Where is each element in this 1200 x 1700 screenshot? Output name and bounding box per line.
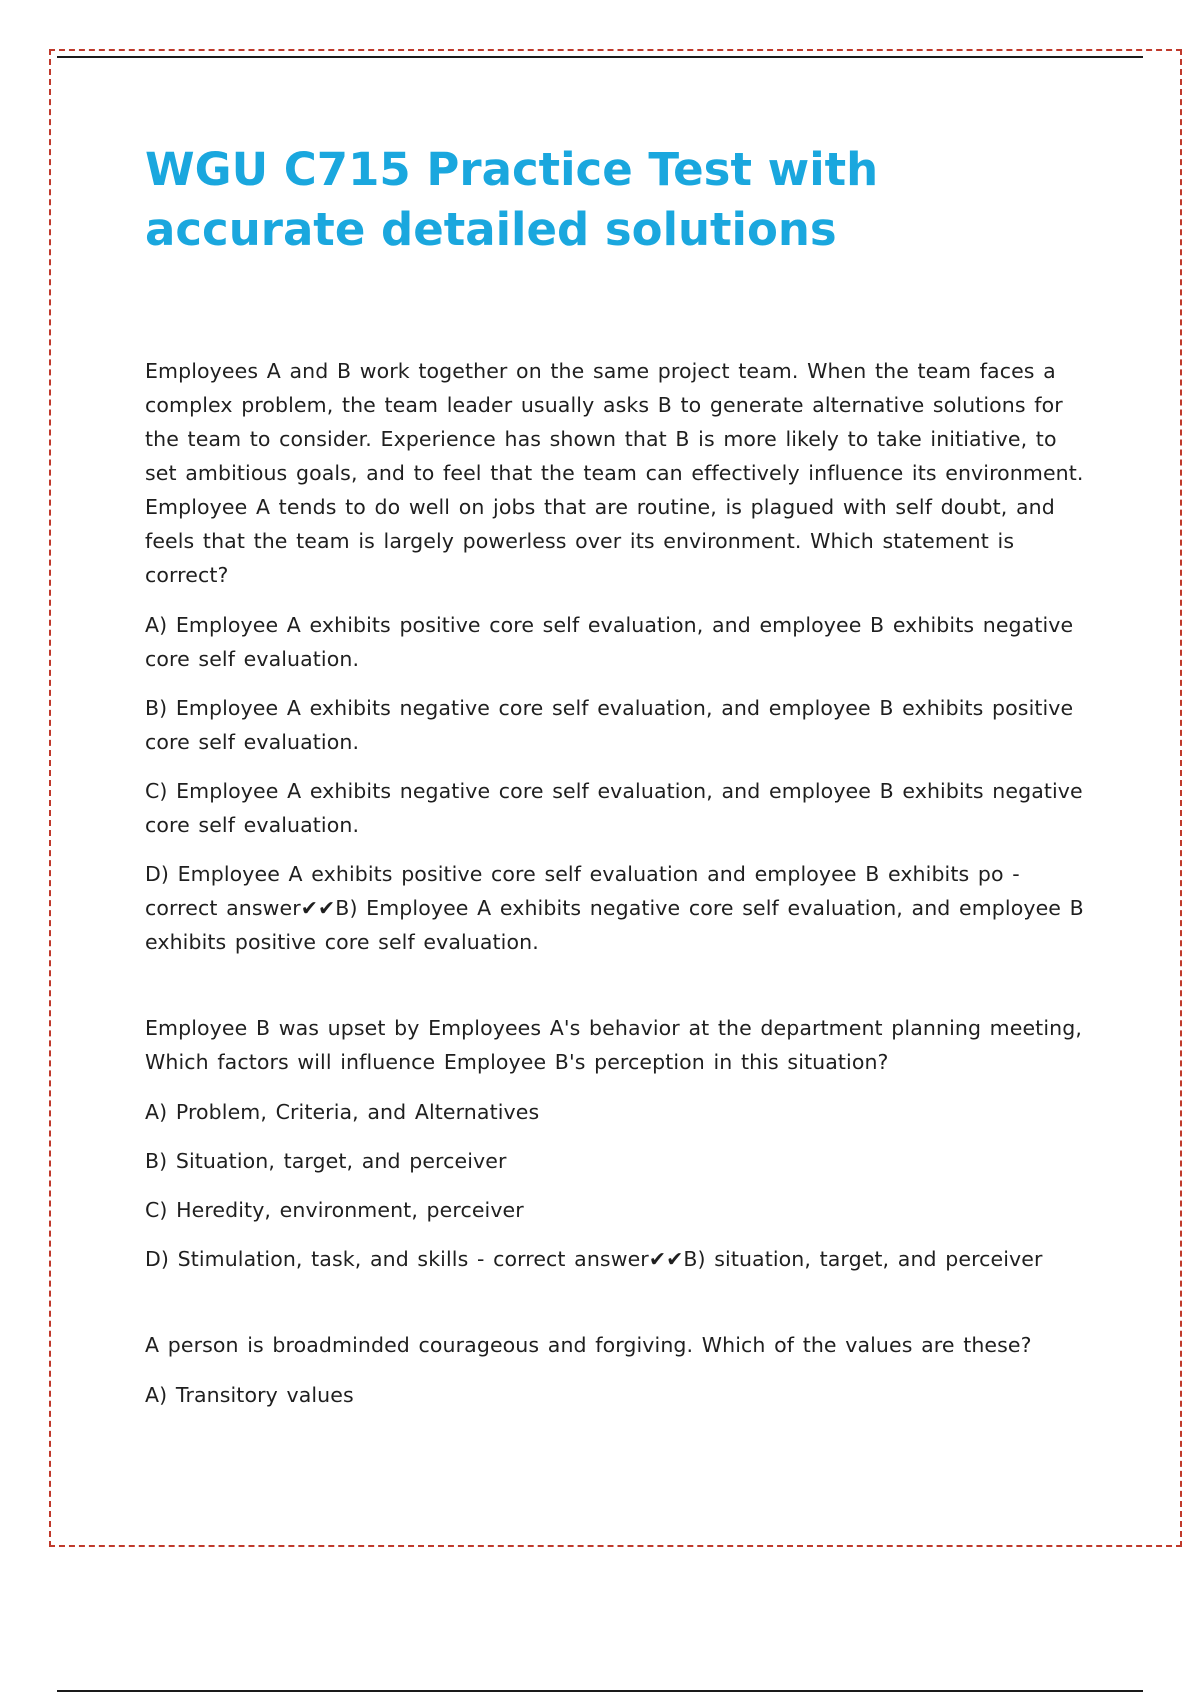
answer-option: A) Transitory values <box>145 1383 354 1407</box>
question-text: Employee B was upset by Employees A's behavior at the department planning meeting, Which factors will influence Employee B's perception in this situation? <box>145 1016 1082 1074</box>
answer-option-with-correct-answer: D) Employee A exhibits positive core self evaluation and employee B exhibits po - correct answer✔✔B) Employee A exhibits negative core self evaluation, and employee B exhibits positive core self evaluation. <box>145 862 1084 954</box>
answer-option: B) Situation, target, and perceiver <box>145 1149 507 1173</box>
question-2 <box>145 1011 1090 1276</box>
question-text: A person is broadminded courageous and forgiving. Which of the values are these? <box>145 1333 1032 1357</box>
header-rule <box>57 56 1143 58</box>
answer-option: B) Employee A exhibits negative core self evaluation, and employee B exhibits positive core self evaluation. <box>145 696 1074 754</box>
answer-option: C) Employee A exhibits negative core self evaluation, and employee B exhibits negative core self evaluation. <box>145 779 1083 837</box>
question-1 <box>145 354 1090 959</box>
document-body <box>145 354 1090 1412</box>
footer-rule <box>57 1690 1143 1692</box>
answer-option: A) Problem, Criteria, and Alternatives <box>145 1100 540 1124</box>
question-text: Employees A and B work together on the same project team. When the team faces a complex problem, the team leader usually asks B to generate alternative solutions for the team to consider. Experience has shown that B is more likely to take initiative, to set ambitious goals, and to feel that the team can effectively influence its environment. Employee A tends to do well on jobs that are routine, is plagued with self doubt, and feels that the team is largely powerless over its environment. Which statement is correct? <box>145 359 1084 587</box>
answer-option: A) Employee A exhibits positive core self evaluation, and employee B exhibits negative core self evaluation. <box>145 613 1074 671</box>
document-title: WGU C715 Practice Test with accurate detailed solutions <box>145 143 879 256</box>
answer-option-with-correct-answer: D) Stimulation, task, and skills - correct answer✔✔B) situation, target, and perceiver <box>145 1247 1043 1271</box>
question-3 <box>145 1328 1090 1412</box>
answer-option: C) Heredity, environment, perceiver <box>145 1198 524 1222</box>
